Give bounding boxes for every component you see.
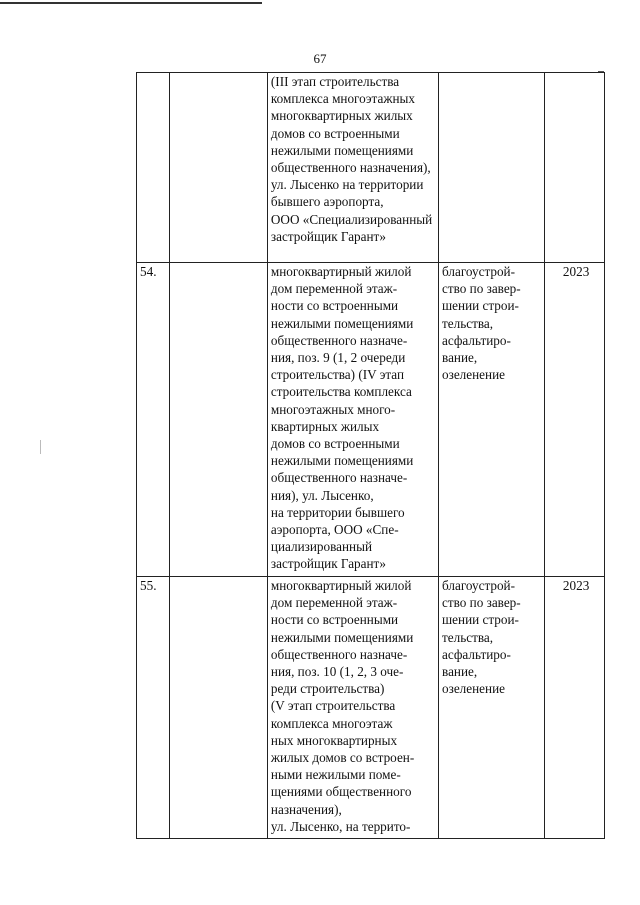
table-row bbox=[137, 263, 605, 577]
works-line: благоустрой- bbox=[442, 578, 516, 593]
description-line: комплекса многоэтажных bbox=[270, 91, 415, 107]
table-body bbox=[137, 73, 605, 839]
works-table bbox=[136, 72, 605, 839]
works-line: тельства, bbox=[442, 629, 494, 645]
description-line: нежилыми помещениями bbox=[270, 453, 414, 469]
description-line: общественного назначения), bbox=[270, 160, 431, 176]
row-description bbox=[267, 263, 438, 577]
row-object-cell bbox=[169, 263, 267, 577]
description-line: щениями общественного bbox=[270, 784, 412, 800]
works-line: асфальтиро- bbox=[442, 332, 511, 348]
row-year: 2023 bbox=[545, 577, 605, 839]
description-line: бывшего аэропорта, bbox=[270, 194, 384, 210]
margin-tick bbox=[40, 440, 41, 454]
description-line: на территории бывшего bbox=[270, 504, 405, 520]
row-object-cell bbox=[169, 73, 267, 263]
description-line: строительства комплекса bbox=[270, 384, 412, 400]
description-line: жилых домов со встроен- bbox=[270, 750, 415, 766]
description-line: общественного назначе- bbox=[270, 470, 408, 486]
row-object-cell bbox=[169, 577, 267, 839]
description-line: нежилыми помещениями bbox=[270, 629, 414, 645]
works-line: ство по завер- bbox=[442, 595, 521, 611]
row-works bbox=[439, 577, 545, 839]
works-line: шении строи- bbox=[442, 298, 519, 314]
description-line: (V этап строительства bbox=[270, 698, 396, 714]
description-line: комплекса многоэтаж bbox=[270, 715, 393, 731]
description-line: ности со встроенными bbox=[270, 298, 399, 314]
description-line: многоквартирный жилой bbox=[270, 578, 412, 593]
row-works bbox=[439, 263, 545, 577]
row-number bbox=[137, 73, 170, 263]
description-line: ул. Лысенко на территории bbox=[270, 177, 424, 193]
description-line: циализированный bbox=[270, 539, 373, 555]
description-line: ния, поз. 9 (1, 2 очереди bbox=[270, 350, 406, 366]
description-line: (III этап строительства bbox=[270, 74, 400, 89]
description-line: ности со встроенными bbox=[270, 612, 399, 628]
description-line: многоэтажных много- bbox=[270, 401, 396, 417]
works-line: ство по завер- bbox=[442, 281, 521, 297]
description-line: ООО «Специализированный bbox=[270, 211, 433, 227]
table-row bbox=[137, 73, 605, 263]
description-line: застройщик Гарант» bbox=[270, 228, 386, 244]
description-line: аэропорта, ООО «Спе- bbox=[270, 522, 399, 538]
works-line: озеленение bbox=[442, 367, 505, 383]
description-line: реди строительства) bbox=[270, 681, 385, 697]
top-rule bbox=[0, 2, 262, 4]
row-year: 2023 bbox=[545, 263, 605, 577]
works-line: озеленение bbox=[442, 681, 505, 697]
description-line: ными нежилыми поме- bbox=[270, 767, 401, 783]
works-line: благоустрой- bbox=[442, 264, 516, 279]
works-line: тельства, bbox=[442, 315, 494, 331]
row-number: 55. bbox=[137, 577, 170, 839]
row-works bbox=[439, 73, 545, 263]
row-number: 54. bbox=[137, 263, 170, 577]
description-line: строительства) (IV этап bbox=[270, 367, 405, 383]
description-line: нежилыми помещениями bbox=[270, 142, 414, 158]
description-line: общественного назначе- bbox=[270, 646, 408, 662]
works-line: вание, bbox=[442, 664, 478, 680]
description-line: ния), ул. Лысенко, bbox=[270, 487, 374, 503]
page-number: 67 bbox=[313, 51, 327, 66]
description-line: дом переменной этаж- bbox=[270, 281, 398, 297]
table-row bbox=[137, 577, 605, 839]
description-line: дом переменной этаж- bbox=[270, 595, 398, 611]
works-line: вание, bbox=[442, 350, 478, 366]
description-line: нежилыми помещениями bbox=[270, 315, 414, 331]
description-line: ния, поз. 10 (1, 2, 3 оче- bbox=[270, 664, 404, 680]
description-line: застройщик Гарант» bbox=[270, 556, 386, 572]
row-description bbox=[267, 73, 438, 263]
works-line: асфальтиро- bbox=[442, 646, 511, 662]
description-line: домов со встроенными bbox=[270, 125, 400, 141]
description-line: домов со встроенными bbox=[270, 436, 400, 452]
row-description bbox=[267, 577, 438, 839]
row-year bbox=[545, 73, 605, 263]
description-line: квартирных жилых bbox=[270, 418, 380, 434]
description-line: назначения), bbox=[270, 801, 342, 817]
works-line: шении строи- bbox=[442, 612, 519, 628]
description-line: общественного назначе- bbox=[270, 332, 408, 348]
description-line: многоквартирный жилой bbox=[270, 264, 412, 279]
description-line: многоквартирных жилых bbox=[270, 108, 413, 124]
description-line: ных многоквартирных bbox=[270, 732, 398, 748]
description-line: ул. Лысенко, на террито- bbox=[270, 818, 411, 834]
